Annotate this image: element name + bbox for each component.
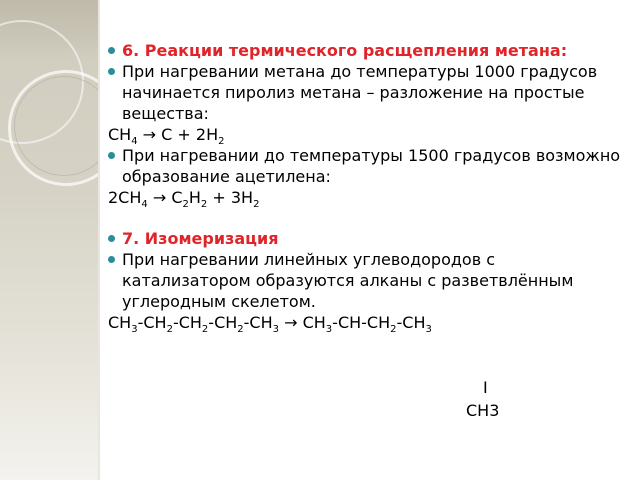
- bullet-icon: [108, 235, 115, 242]
- eq-part: -CH: [137, 313, 167, 332]
- eq-sub: 2: [166, 324, 173, 336]
- equation-methane-pyrolysis: [108, 124, 628, 148]
- section7-text1: [108, 249, 628, 312]
- eq-sub: 2: [201, 324, 209, 336]
- bullet-icon: [108, 47, 115, 54]
- eq-part: → C + 2H: [137, 125, 219, 144]
- eq-sub: 3: [425, 324, 432, 336]
- spacer: [108, 208, 628, 228]
- slide-content: [108, 40, 628, 336]
- bullet-icon: [108, 152, 115, 159]
- section6-heading-text: 6. Реакции термического расщепления метана:: [122, 41, 568, 60]
- eq-part: CH: [302, 313, 326, 332]
- eq-part: -CH-CH: [332, 313, 391, 332]
- eq-sub: 3: [325, 324, 333, 336]
- section6-text2-text: При нагревании до температуры 1500 градусов возможно образование ацетилена:: [122, 146, 621, 186]
- eq-arrow: →: [279, 313, 303, 332]
- eq-sub: 4: [141, 199, 148, 211]
- section7-heading: [108, 228, 628, 249]
- eq-sub: 2: [218, 136, 225, 148]
- eq-part: -CH: [396, 313, 426, 332]
- eq-part: -CH: [208, 313, 238, 332]
- section6-heading: [108, 40, 628, 61]
- bullet-icon: [108, 256, 115, 263]
- eq-part: -CH: [243, 313, 273, 332]
- eq-sub: 4: [131, 136, 138, 148]
- section6-text2: [108, 145, 628, 187]
- bullet-icon: [108, 68, 115, 75]
- section7-heading-text: 7. Изомеризация: [122, 229, 279, 248]
- eq-part: CH: [108, 313, 132, 332]
- eq-sub: 2: [390, 324, 397, 336]
- eq-part: 2CH: [108, 188, 142, 207]
- sidebar-divider: [98, 0, 100, 480]
- eq-sub: 3: [131, 324, 138, 336]
- eq-sub: 2: [253, 199, 260, 211]
- eq-part: + 3H: [207, 188, 254, 207]
- eq-part: CH: [108, 125, 132, 144]
- eq-sub: 3: [272, 324, 280, 336]
- eq-sub: 2: [200, 199, 208, 211]
- branch-bond: I: [483, 378, 488, 397]
- section6-text1-text: При нагревании метана до температуры 1000 градусов начинается пиролиз метана – разложение на простые вещества:: [122, 62, 598, 123]
- branch-group: CH3: [466, 401, 500, 420]
- equation-acetylene: [108, 187, 628, 211]
- section7-text1-text: При нагревании линейных углеводородов с катализатором образуются алканы с разветвлённым углеродным скелетом.: [122, 250, 574, 311]
- section6-text1: [108, 61, 628, 124]
- decorative-sidebar: [0, 0, 98, 480]
- eq-part: → C: [147, 188, 183, 207]
- eq-part: H: [188, 188, 201, 207]
- eq-sub: 2: [237, 324, 244, 336]
- eq-part: -CH: [172, 313, 202, 332]
- eq-sub: 2: [182, 199, 189, 211]
- equation-isomerization: [108, 312, 628, 336]
